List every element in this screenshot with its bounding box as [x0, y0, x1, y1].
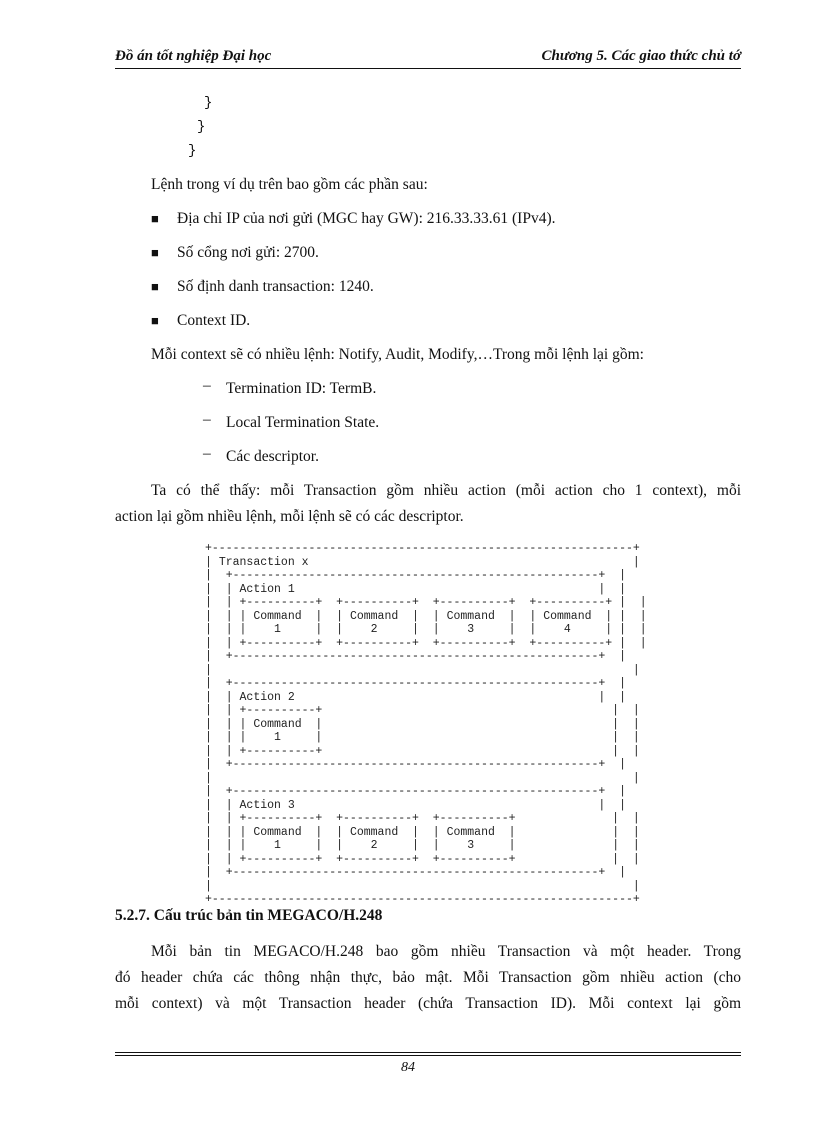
action-label: Action 3	[239, 798, 295, 812]
action-label: Action 1	[239, 582, 295, 596]
command-number: 1	[274, 839, 281, 852]
summary-line: action lại gồm nhiều lệnh, mỗi lệnh sẽ có các descriptor.	[115, 508, 464, 525]
transaction-structure-diagram: +-------------------------------------------------------------+ | Transaction x | | +-----------------------------------------------------+ | | | Action 1 | | | | +----------+ +----------+ +----------+ +----------+ | | | | | Command | | Command | | Command | | Command | | | | | | 1 | | 2 | | 3 | | 4 | | | | | +----------+ +----------+ +----------+ +----------+ | | | +-----------------------------------------------------+ | | | | +-----------------------------------------------------+ | | | Action 2 | | | | +----------+ | | | | | Command | | | | | | 1 | | | | | +----------+ | | | +-----------------------------------------------------+ | | | | +-----------------------------------------------------+ | | | Action 3 | | | | +----------+ +----------+ +----------+ | | | | | Command | | Command | | Command | | | | | | 1 | | 2 | | 3 | | | | | +----------+ +----------+ +----------+ | | | +-----------------------------------------------------+ | | | +-------------------------------------------------------------+	[205, 542, 647, 906]
command-number: 1	[274, 623, 281, 636]
header-document-title: Đồ án tốt nghiệp Đại học	[115, 48, 272, 64]
bullet-icon: ■	[151, 313, 159, 328]
transaction-label: Transaction x	[218, 555, 309, 569]
footer-rule	[115, 1055, 741, 1056]
page-header	[115, 48, 741, 68]
header-chapter-title: Chương 5. Các giao thức chủ tớ	[541, 48, 741, 64]
bullet-icon: ■	[151, 279, 159, 294]
command-number: 2	[370, 839, 378, 852]
section-body-line: mỗi context) và một Transaction header (chứa Transaction ID). Mỗi context lại gồm	[115, 995, 741, 1012]
bullet-icon: ■	[151, 245, 159, 260]
footer-rule	[115, 1052, 741, 1053]
dash-icon: –	[203, 411, 211, 428]
command-label: Command	[446, 609, 495, 623]
command-number: 4	[563, 623, 571, 636]
command-label: Command	[253, 717, 302, 731]
command-number: 1	[274, 731, 281, 744]
command-label: Command	[349, 609, 399, 623]
section-body-line: Mỗi bản tin MEGACO/H.248 bao gồm nhiều Transaction và một header. Trong	[151, 943, 741, 960]
header-rule	[115, 68, 741, 69]
bullet-item: Số cổng nơi gửi: 2700.	[177, 244, 319, 261]
dash-item: Local Termination State.	[226, 414, 380, 431]
section-heading: 5.2.7. Cấu trúc bản tin MEGACO/H.248	[115, 907, 383, 924]
bullet-item: Số định danh transaction: 1240.	[177, 278, 374, 295]
summary-line: Ta có thể thấy: mỗi Transaction gồm nhiều action (mỗi action cho 1 context), mỗi	[151, 482, 741, 499]
dash-item: Termination ID: TermB.	[226, 380, 377, 397]
context-sentence: Mỗi context sẽ có nhiều lệnh: Notify, Audit, Modify,…Trong mỗi lệnh lại gồm:	[151, 346, 644, 363]
command-label: Command	[253, 825, 302, 839]
code-brace: }	[197, 119, 206, 135]
intro-text: Lệnh trong ví dụ trên bao gồm các phần sau:	[151, 176, 428, 193]
page-number: 84	[401, 1060, 415, 1075]
bullet-icon: ■	[151, 211, 159, 226]
command-number: 3	[467, 839, 475, 852]
bullet-item: Địa chỉ IP của nơi gửi (MGC hay GW): 216.33.33.61 (IPv4).	[177, 210, 556, 227]
dash-icon: –	[203, 445, 211, 462]
command-number: 3	[467, 623, 475, 636]
command-label: Command	[543, 609, 592, 623]
action-label: Action 2	[239, 690, 295, 704]
command-label: Command	[349, 825, 399, 839]
bullet-item: Context ID.	[177, 312, 251, 329]
section-body-line: đó header chứa các thông nhận thực, bảo mật. Mỗi Transaction gồm nhiều action (cho	[115, 969, 741, 986]
command-label: Command	[253, 609, 302, 623]
dash-icon: –	[203, 377, 211, 394]
dash-item: Các descriptor.	[226, 448, 319, 465]
command-label: Command	[446, 825, 495, 839]
command-number: 2	[370, 623, 378, 636]
code-brace: }	[188, 143, 197, 159]
code-brace: }	[204, 95, 213, 111]
